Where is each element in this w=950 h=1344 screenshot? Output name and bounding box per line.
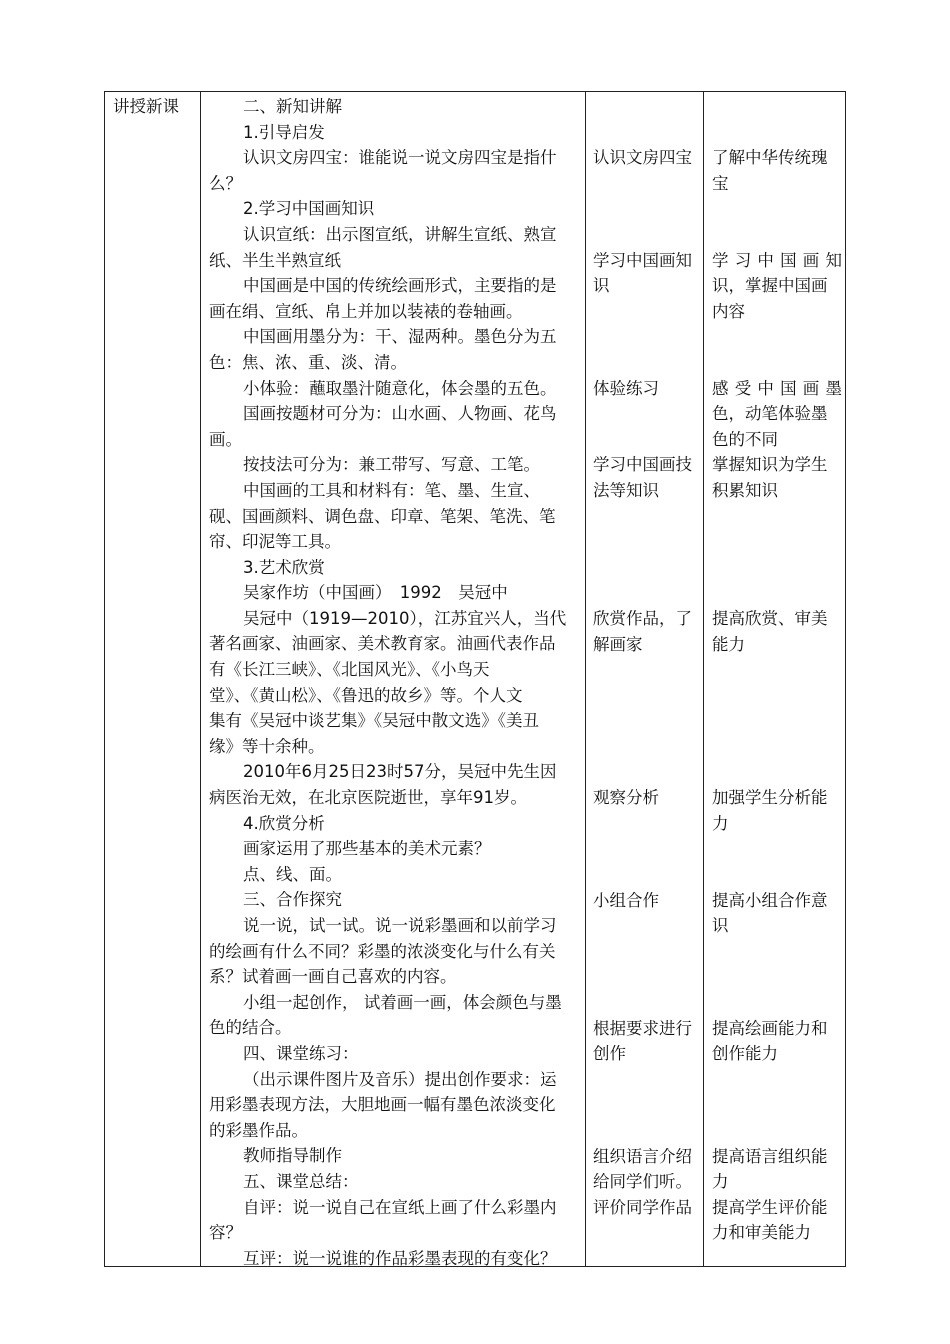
student-activity-entry [593,376,697,402]
student-activity-line: 组织语言介绍 [593,1146,692,1166]
teacher-content-line: 么？ [209,173,242,193]
teacher-content-line: 用彩墨表现方法，大胆地画一幅有墨色浓淡变化 [209,1095,556,1115]
teacher-content-cell [209,94,579,1271]
design-intent-entry [712,785,842,836]
teacher-content-line: 三、合作探究 [243,890,342,910]
design-intent-entry [712,1144,842,1246]
lesson-plan-table [104,91,846,1267]
student-activity-line: 学习中国画技 [593,455,692,475]
design-intent-line: 力 [712,813,729,833]
teacher-content-line: （出示课件图片及音乐）提出创作要求：运 [243,1069,557,1089]
student-activity-entry [593,888,697,914]
teacher-content-line: 中国画用墨分为：干、湿两种。墨色分为五 [243,327,557,347]
teacher-content-line: 二、新知讲解 [243,97,342,116]
teacher-content-line: 的绘画有什么不同？彩墨的浓淡变化与什么有关 [209,941,556,961]
teacher-content-line: 认识文房四宝：谁能说一说文房四宝是指什 [243,148,557,168]
design-intent-line: 识，掌握中国画 [712,276,828,296]
teacher-content-line: 吴家作坊（中国画） 1992 吴冠中 [243,583,508,603]
teacher-content-line: 画家运用了那些基本的美术元素？ [243,839,491,859]
student-activity-line: 学习中国画知 [593,250,692,270]
column-divider [703,92,704,1266]
design-intent-entry [712,888,842,939]
teacher-content-line: 砚、国画颜料、调色盘、印章、笔架、笔洗、笔 [209,506,556,526]
design-intent-entry [712,376,842,453]
student-activity-line: 解画家 [593,634,643,654]
student-activity-entry [593,606,697,657]
teacher-content-line: 互评：说一说谁的作品彩墨表现的有变化？ [243,1248,557,1268]
design-intent-line: 了解中华传统瑰 [712,148,828,168]
student-activity-line: 体验练习 [593,378,659,398]
student-activity-line: 评价同学作品 [593,1197,692,1217]
teacher-content-line: 集有《吴冠中谈艺集》《吴冠中散文选》《美丑 [209,711,539,731]
teacher-content-line: 点、线、面。 [243,864,342,884]
teacher-content-line: 小体验：蘸取墨汁随意化，体会墨的五色。 [243,378,557,398]
teacher-content-line: 认识宣纸：出示图宣纸，讲解生宣纸、熟宣 [243,224,557,244]
teacher-content-line: 容？ [209,1223,242,1243]
teacher-content-line: 色的结合。 [209,1018,292,1038]
design-intent-line: 提高小组合作意 [712,890,828,910]
design-intent-line: 加强学生分析能 [712,788,828,808]
design-intent-line: 提高语言组织能 [712,1146,828,1166]
teacher-content-line: 五、课堂总结： [243,1171,359,1191]
teacher-content-line: 缘》等十余种。 [209,736,325,756]
design-intent-line: 提高绘画能力和 [712,1018,828,1038]
teacher-content-line: 4.欣赏分析 [243,813,325,833]
design-intent-line: 能力 [712,634,745,654]
teacher-content-line: 中国画的工具和材料有：笔、墨、生宣、 [243,480,540,500]
teacher-content-line: 中国画是中国的传统绘画形式，主要指的是 [243,276,557,296]
design-intent-entry [712,145,842,196]
teacher-content-line: 著名画家、油画家、美术教育家。油画代表作品 [209,634,556,654]
student-activity-entry [593,248,697,299]
column-divider [585,92,586,1266]
design-intent-line: 掌握知识为学生 [712,455,828,475]
student-activity-entry [593,1144,697,1221]
teacher-content-line: 帘、印泥等工具。 [209,532,341,552]
teacher-content-line: 病医治无效，在北京医院逝世，享年91岁。 [209,788,527,808]
teacher-content-line: 小组一起创作， 试着画一画，体会颜色与墨 [243,992,562,1012]
teacher-content-line: 1.引导启发 [243,122,325,142]
design-intent-line: 提高欣赏、审美 [712,609,828,628]
student-activity-entry [593,785,697,811]
teacher-content-line: 自评：说一说自己在宣纸上画了什么彩墨内 [243,1197,557,1217]
student-activity-line: 法等知识 [593,480,659,500]
student-activity-line: 认识文房四宝 [593,148,692,168]
teacher-content-line: 有《长江三峡》、《北国风光》、《小鸟天 [209,660,490,680]
teacher-content-line: 画在绢、宣纸、帛上并加以装裱的卷轴画。 [209,301,523,321]
student-activity-line: 给同学们听。 [593,1172,692,1192]
design-intent-line: 宝 [712,173,729,193]
teacher-content-line: 纸、半生半熟宣纸 [209,250,341,270]
design-intent-entry [712,606,842,657]
design-intent-line: 力和审美能力 [712,1223,811,1243]
teacher-content-line: 教师指导制作 [243,1146,342,1166]
teacher-content-line: 2010年6月25日23时57分，吴冠中先生因 [243,762,557,782]
design-intent-line: 力 [712,1172,729,1192]
student-activity-entry [593,1016,697,1067]
teacher-content-line: 说一说，试一试。说一说彩墨画和以前学习 [243,916,557,935]
section-label: 讲授新课 [113,97,179,116]
student-activity-entry [593,145,697,171]
teacher-content-line: 色：焦、浓、重、淡、清。 [209,352,407,372]
design-intent-entry [712,452,842,503]
design-intent-line: 创作能力 [712,1044,778,1064]
teacher-content-line: 的彩墨作品。 [209,1120,308,1140]
design-intent-line: 色的不同 [712,429,778,449]
student-activity-entry [593,452,697,503]
teacher-content-line: 画。 [209,429,242,449]
teacher-content-line: 3.艺术欣赏 [243,557,325,577]
teacher-content-line: 四、课堂练习： [243,1043,359,1063]
student-activity-line: 根据要求进行 [593,1018,692,1038]
design-intent-entry [712,1016,842,1067]
design-intent-line: 感受中国画墨 [712,378,842,398]
teacher-content-line: 国画按题材可分为：山水画、人物画、花鸟 [243,404,557,424]
design-intent-line: 内容 [712,301,745,321]
design-intent-entry [712,248,842,325]
design-intent-line: 提高学生评价能 [712,1197,828,1217]
teacher-content-line: 按技法可分为：兼工带写、写意、工笔。 [243,455,540,475]
student-activity-line: 小组合作 [593,890,659,910]
student-activity-line: 创作 [593,1044,626,1064]
student-activity-line: 观察分析 [593,788,659,808]
design-intent-line: 色，动笔体验墨 [712,404,828,424]
teacher-content-line: 2.学习中国画知识 [243,199,375,219]
design-intent-line: 积累知识 [712,480,778,500]
student-activity-line: 欣赏作品，了 [593,609,692,628]
teacher-content-line: 系？试着画一画自己喜欢的内容。 [209,967,457,987]
design-intent-line: 识 [712,916,729,936]
design-intent-line: 学习中国画知 [712,250,842,270]
section-label-cell [113,94,179,120]
teacher-content-line: 堂》、《黄山松》、《鲁迅的故乡》等。个人文 [209,685,523,705]
student-activity-line: 识 [593,276,610,296]
column-divider [200,92,201,1266]
teacher-content-line: 吴冠中（1919—2010），江苏宜兴人，当代 [243,608,567,628]
